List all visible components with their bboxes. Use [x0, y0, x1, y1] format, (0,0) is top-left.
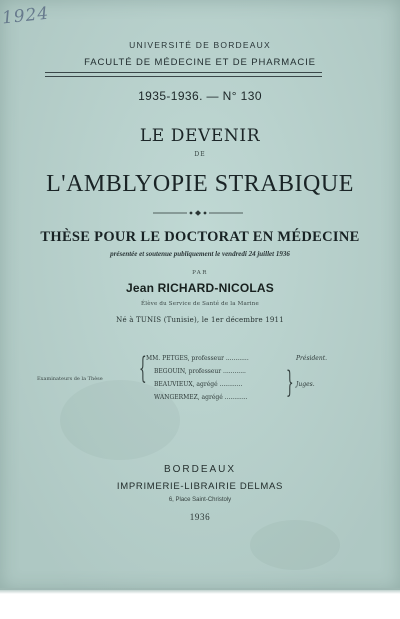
jury-member: BEGOUIN, professeur ............ — [154, 368, 246, 375]
thesis-heading: THÈSE POUR LE DOCTORAT EN MÉDECINE — [40, 229, 360, 245]
publisher-name: IMPRIMERIE-LIBRAIRIE DELMAS — [116, 481, 284, 492]
publisher-city: BORDEAUX — [163, 464, 237, 475]
page-edge-shadow — [0, 588, 400, 594]
title-connector: DE — [194, 151, 206, 158]
jury-role: Président. — [296, 355, 328, 362]
defense-date: présentée et soutenue publiquement le vendredi 24 juillet 1936 — [110, 250, 290, 258]
thesis-number: 1935-1936. — N° 130 — [138, 89, 262, 103]
faculty-name: FACULTÉ DE MÉDECINE ET DE PHARMACIE — [84, 57, 316, 68]
handwritten-note: 1924 — [1, 3, 51, 29]
publisher-address: 6, Place Saint-Christoly — [168, 497, 232, 503]
publication-year: 1936 — [189, 512, 211, 522]
title-line-1: LE DEVENIR — [139, 126, 261, 146]
header-divider — [45, 76, 322, 77]
university-name: UNIVERSITÉ DE BORDEAUX — [129, 40, 271, 50]
paper-stain — [250, 520, 340, 570]
jury-member: MM. PETGES, professeur ............ — [146, 355, 249, 362]
by-label: PAR — [192, 270, 208, 276]
jury-brace-right: } — [286, 365, 294, 400]
paper-stain — [60, 380, 180, 460]
jury-brace-left: { — [139, 351, 147, 386]
jury-label: Examinateurs de la Thèse — [37, 376, 103, 382]
author-birth: Né à TUNIS (Tunisie), le 1er décembre 1911 — [116, 316, 284, 324]
jury-role: Juges. — [296, 381, 315, 388]
header-divider — [45, 72, 322, 73]
ornament-divider-icon — [153, 210, 243, 216]
jury-member: WANGERMEZ, agrégé ............ — [154, 394, 248, 401]
jury-member: BEAUVIEUX, agrégé ............ — [154, 381, 243, 388]
title-line-2: L'AMBLYOPIE STRABIQUE — [46, 171, 354, 197]
author-name: Jean RICHARD-NICOLAS — [125, 281, 274, 295]
author-role: Élève du Service de Santé de la Marine — [141, 301, 259, 307]
